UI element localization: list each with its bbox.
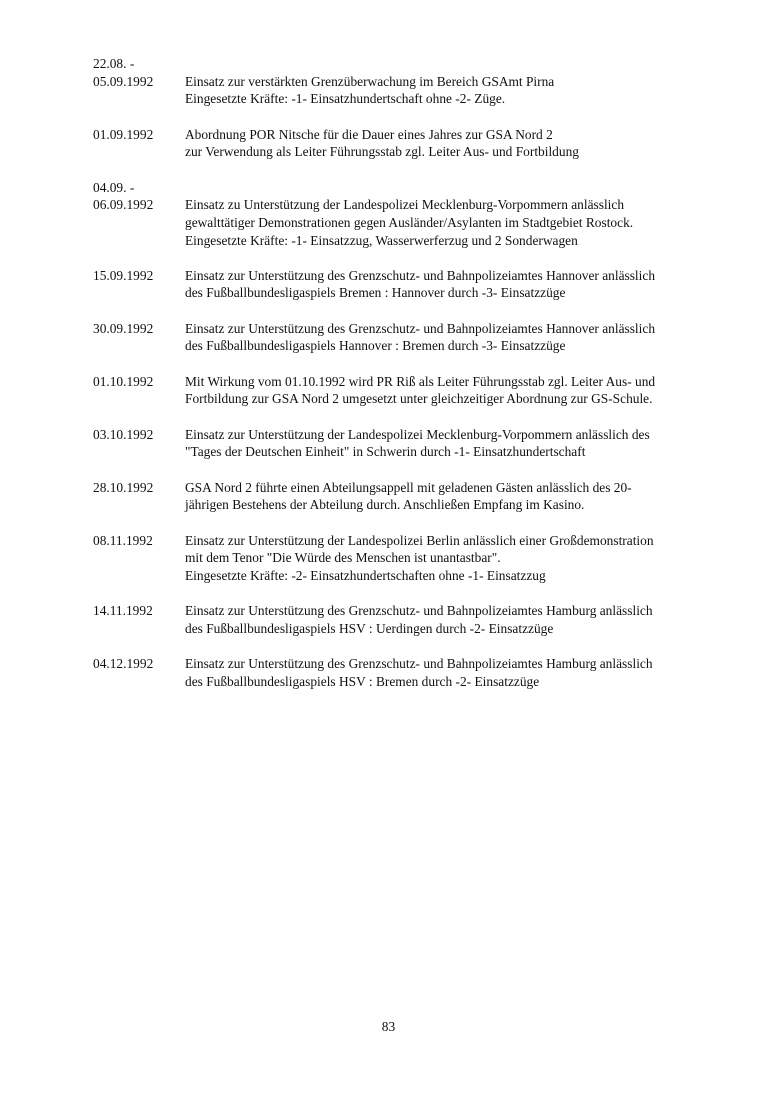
entry-text-line: des Fußballbundesligaspiels Hannover : Bremen durch -3- Einsatzzüge	[185, 338, 566, 354]
entry-date: 04.12.1992	[93, 656, 154, 672]
entry-text-line: des Fußballbundesligaspiels HSV : Bremen durch -2- Einsatzzüge	[185, 673, 540, 689]
entry-date: 30.09.1992	[93, 320, 154, 336]
entry-text-line: jährigen Bestehens der Abteilung durch. Anschließen Empfang im Kasino.	[185, 497, 585, 513]
entry-date-start: 22.08. -	[93, 56, 135, 71]
chronology-entry	[93, 320, 713, 355]
chronology-entry	[93, 179, 713, 250]
entry-text-line: zur Verwendung als Leiter Führungsstab zgl. Leiter Aus- und Fortbildung	[185, 144, 579, 160]
entry-text-line: des Fußballbundesligaspiels HSV : Uerdingen durch -2- Einsatzzüge	[185, 620, 554, 636]
chronology-entry	[93, 655, 713, 690]
entry-date: 03.10.1992	[93, 426, 154, 442]
entry-date: 01.09.1992	[93, 126, 154, 142]
entry-text-line: Einsatz zur verstärkten Grenzüberwachung im Bereich GSAmt Pirna	[185, 73, 555, 89]
chronology-entry	[93, 55, 713, 108]
chronology-entry	[93, 126, 713, 161]
entry-text-line: Einsatz zur Unterstützung der Landespolizei Mecklenburg-Vorpommern anlässlich des	[185, 426, 650, 442]
entry-text-line: Mit Wirkung vom 01.10.1992 wird PR Riß als Leiter Führungsstab zgl. Leiter Aus- und	[185, 373, 656, 389]
entry-text-line: "Tages der Deutschen Einheit" in Schwerin durch -1- Einsatzhundertschaft	[185, 444, 586, 460]
entry-text-line: Eingesetzte Kräfte: -1- Einsatzzug, Wasserwerferzug und 2 Sonderwagen	[185, 232, 578, 248]
entry-date: 15.09.1992	[93, 267, 154, 283]
chronology-entry	[93, 426, 713, 461]
entry-date-start: 04.09. -	[93, 179, 135, 195]
chronology-entry	[93, 602, 713, 637]
entry-text-line: des Fußballbundesligaspiels Bremen : Hannover durch -3- Einsatzzüge	[185, 285, 566, 301]
entry-text-line: Fortbildung zur GSA Nord 2 umgesetzt unter gleichzeitiger Abordnung zur GS-Schule.	[185, 391, 653, 407]
entry-text-line: Eingesetzte Kräfte: -1- Einsatzhundertschaft ohne -2- Züge.	[185, 91, 506, 107]
entry-text-line: Einsatz zur Unterstützung des Grenzschutz- und Bahnpolizeiamtes Hannover anlässlich	[185, 320, 656, 336]
entry-text-line: GSA Nord 2 führte einen Abteilungsappell mit geladenen Gästen anlässlich des 20-	[185, 479, 632, 495]
entry-text-line: Einsatz zur Unterstützung der Landespolizei Berlin anlässlich einer Großdemonstration	[185, 532, 654, 548]
entry-text-line: Abordnung POR Nitsche für die Dauer eines Jahres zur GSA Nord 2	[185, 126, 553, 142]
chronology-entry	[93, 479, 713, 514]
chronology-entry	[93, 532, 713, 585]
entry-text-line: Eingesetzte Kräfte: -2- Einsatzhundertschaften ohne -1- Einsatzzug	[185, 567, 546, 583]
entry-text-line: Einsatz zur Unterstützung des Grenzschutz- und Bahnpolizeiamtes Hannover anlässlich	[185, 267, 656, 283]
chronology-entry	[93, 267, 713, 302]
entry-text-line: Einsatz zur Unterstützung des Grenzschutz- und Bahnpolizeiamtes Hamburg anlässlich	[185, 656, 653, 672]
chronology-list	[93, 55, 713, 708]
chronology-entry	[93, 373, 713, 408]
entry-date: 05.09.1992	[93, 73, 154, 89]
entry-date: 06.09.1992	[93, 197, 154, 213]
page-number: 83	[381, 1019, 396, 1034]
entry-date: 08.11.1992	[93, 532, 153, 548]
entry-text-line: mit dem Tenor "Die Würde des Menschen ist unantastbar".	[185, 550, 501, 566]
entry-text-line: Einsatz zu Unterstützung der Landespolizei Mecklenburg-Vorpommern anlässlich	[185, 197, 625, 213]
entry-date: 14.11.1992	[93, 603, 153, 619]
entry-date: 01.10.1992	[93, 373, 154, 389]
entry-text-line: gewalttätiger Demonstrationen gegen Ausländer/Asylanten im Stadtgebiet Rostock.	[185, 214, 634, 230]
entry-text-line: Einsatz zur Unterstützung des Grenzschutz- und Bahnpolizeiamtes Hamburg anlässlich	[185, 603, 653, 619]
entry-date: 28.10.1992	[93, 479, 154, 495]
